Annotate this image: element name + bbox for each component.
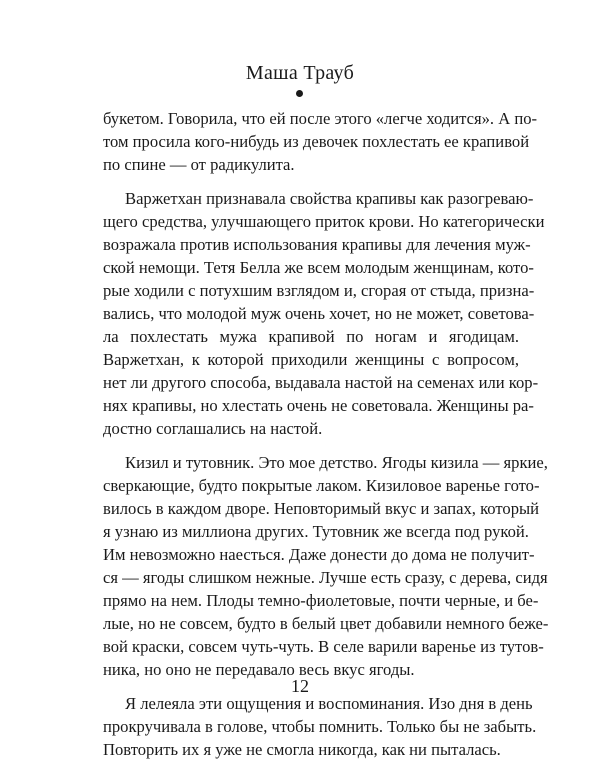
text-line: том просила кого-нибудь из девочек похлестать ее крапивой [103, 132, 530, 151]
paragraph [103, 451, 549, 681]
text-line: нет ли другого способа, выдавала настой на семенах или кор- [103, 373, 539, 392]
text-line: по спине — от радикулита. [103, 155, 295, 174]
text-line: вались, что молодой муж очень хочет, но не может, советова- [103, 304, 535, 323]
page-number: 12 [291, 676, 309, 696]
text-line: прямо на нем. Плоды темно-фиолетовые, почти черные, и бе- [103, 591, 539, 610]
text-line: букетом. Говорила, что ей после этого «легче ходится». А по- [103, 109, 538, 128]
text-line: щего средства, улучшающего приток крови. Но категорически [103, 212, 545, 231]
paragraph [103, 692, 537, 761]
text-line: ся — ягоды слишком нежные. Лучше есть сразу, с дерева, сидя [103, 568, 548, 587]
text-line: рые ходили с потухшим взглядом и, сгорая от стыда, призна- [103, 281, 535, 300]
paragraph [103, 187, 545, 440]
text-line: ла похлестать мужа крапивой по ногам и ягодицам. [103, 327, 519, 346]
text-line: Я лелеяла эти ощущения и воспоминания. Изо дня в день [125, 694, 533, 713]
text-line: вилось в каждом дворе. Неповторимый вкус и запах, который [103, 499, 540, 518]
running-head-author: Маша Трауб [245, 62, 355, 84]
body-text [103, 107, 549, 772]
text-line: вой краски, совсем чуть-чуть. В селе варили варенье из тутов- [103, 637, 544, 656]
text-line: Повторить их я уже не смогла никогда, как ни пыталась. [103, 740, 501, 759]
text-line: прокручивала в голове, чтобы помнить. Только бы не забыть. [103, 717, 537, 736]
text-line: возражала против использования крапивы для лечения муж- [103, 235, 531, 254]
header-bullet-ornament [296, 90, 303, 97]
text-line: достно соглашались на настой. [103, 419, 323, 438]
text-line: ника, но оно не передавало весь вкус ягоды. [103, 660, 415, 679]
text-line: я узнаю из миллиона других. Тутовник же всегда под рукой. [103, 522, 529, 541]
text-line: Варжетхан, к которой приходили женщины с вопросом, [103, 350, 519, 369]
text-line: Им невозможно наесться. Даже донести до дома не получит- [103, 545, 535, 564]
text-line: лые, но не совсем, будто в белый цвет добавили немного беже- [103, 614, 549, 633]
text-line: нях крапивы, но хлестать очень не советовала. Женщины ра- [103, 396, 534, 415]
text-line: ской немощи. Тетя Белла же всем молодым женщинам, кото- [103, 258, 534, 277]
text-line: сверкающие, будто покрытые лаком. Кизиловое варенье гото- [103, 476, 540, 495]
paragraph [103, 107, 538, 176]
text-line: Кизил и тутовник. Это мое детство. Ягоды кизила — яркие, [125, 453, 548, 472]
text-line: Варжетхан признавала свойства крапивы как разогреваю- [125, 189, 534, 208]
